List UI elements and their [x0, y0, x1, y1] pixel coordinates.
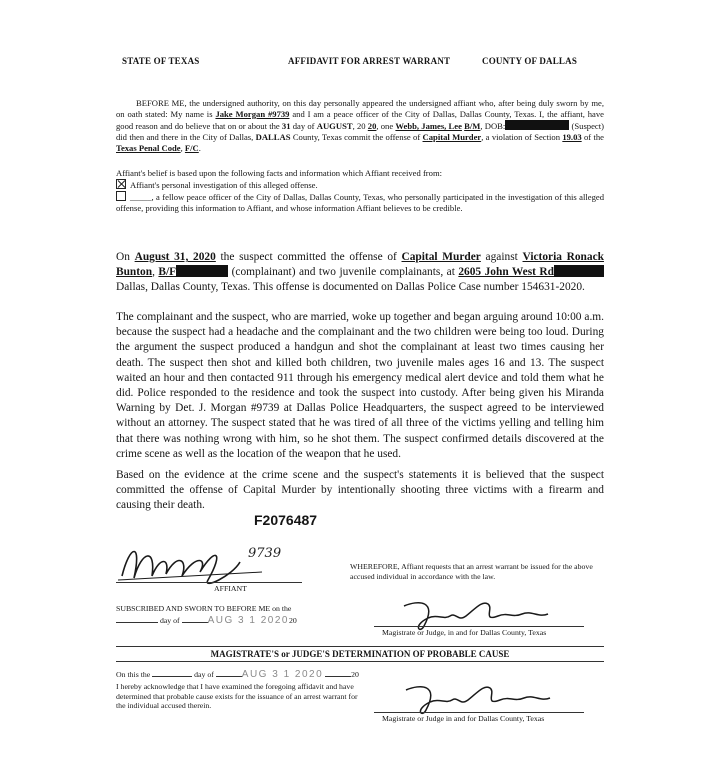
offense-date: August 31, 2020 [134, 251, 216, 263]
affiant-name: Jake Morgan #9739 [215, 109, 290, 119]
magistrate-label-1: Magistrate or Judge, in and for Dallas County, Texas [382, 628, 547, 637]
belief-option-fellow-officer: _____, a fellow peace officer of the City of Dallas, Dallas County, Texas, who personally participated in the investigation of this alleged offense, providing this information to Affiant, and whose information Affiant believes to be credible. [116, 192, 604, 213]
offense-year: 20 [367, 121, 377, 131]
redacted-address [554, 265, 604, 277]
magistrate-line-2 [374, 712, 584, 713]
checkbox-checked-icon[interactable] [116, 179, 126, 189]
affiant-signature [112, 536, 272, 596]
belief-option-personal: Affiant's personal investigation of this alleged offense. [116, 179, 604, 191]
offense-day: 31 [281, 121, 291, 131]
affiant-label: AFFIANT [214, 584, 247, 593]
magistrate-line-1 [374, 626, 584, 627]
case-number-stamp: F2076487 [254, 512, 318, 528]
facts-paragraph-1: On August 31, 2020 the suspect committed the offense of Capital Murder against Victoria Ronack Bunton, B/F (complainant) and two juvenile complainants, at 2605 John West Rd Dallas, Dallas County, Texas. This offense is documented on Dallas Police Case number 154631-2020. [116, 251, 604, 294]
redacted-victim-dob [176, 265, 228, 277]
magistrate-label-2: Magistrate or Judge in and for Dallas County, Texas [382, 714, 545, 723]
header-title: AFFIDAVIT FOR ARREST WARRANT [288, 56, 451, 66]
determination-text: I hereby acknowledge that I have examined the foregoing affidavit and have determined that probable cause exists for the issuance of an arrest warrant for the individual accused therein. [116, 682, 358, 711]
victim-race-sex: B/F [158, 266, 177, 279]
facts-offense: Capital Murder [401, 251, 481, 263]
sworn-date-stamp: AUG 3 1 2020 [207, 615, 289, 626]
header-county: COUNTY OF DALLAS [482, 56, 578, 66]
facts-paragraph-3: Based on the evidence at the crime scene and the suspect's statements it is believed that the suspect committed the offense of Capital Murder by intentionally shooting three victims with a firearm and causing their death. [116, 469, 604, 512]
county-name: DALLAS [255, 132, 291, 142]
victim-name: Victoria Ronack Bunton [116, 251, 604, 279]
offense-name: Capital Murder [422, 132, 482, 142]
facts-paragraph-2: The complainant and the suspect, who are married, woke up together and began arguing around 10:00 a.m. because the suspect had a headache and the complainant and the two children were being too loud. During the argument the suspect produced a handgun and shot the complainant at least two times causing her death. The suspect then shot and killed both children, two juvenile males ages 16 and 13. The suspect waited an hour and then contacted 911 through his emergency medical alert device and told them what he did. Police responded to the residence and took the suspect into custody. After being given his Miranda Warning by Det. J. Morgan #9739 at Dallas Police Headquarters, the suspect agreed to be interviewed without an attorney. The suspect stated that he was tired of all three of the victims yelling and telling him that there was nothing wrong with him, so he shot them. The suspect confirmed details discovered at the crime scene as well as the location of the weapon that he used. [116, 311, 604, 460]
offense-month: AUGUST [316, 121, 353, 131]
affiant-badge-scrawl: 9739 [248, 546, 282, 561]
determination-date-line: On this the day of AUG 3 1 2020 20 [116, 669, 359, 680]
suspect-race-sex: B/M [464, 121, 481, 131]
suspect-name: Webb, James, Lee [395, 121, 462, 131]
belief-block [116, 168, 604, 214]
header-state: STATE OF TEXAS [122, 56, 200, 66]
wherefore-text: WHEREFORE, Affiant requests that an arrest warrant be issued for the above accused individual in accordance with the law. [350, 562, 593, 581]
determination-title: MAGISTRATE'S or JUDGE'S DETERMINATION OF PROBABLE CAUSE [210, 649, 510, 659]
determination-top-rule [116, 646, 604, 647]
checkbox-empty-icon[interactable] [116, 191, 126, 201]
penal-code: Texas Penal Code [116, 143, 181, 153]
sworn-line-2: day of AUG 3 1 202020 [116, 616, 297, 626]
offense-class: F/C [184, 143, 199, 153]
redacted-dob [505, 120, 569, 130]
penal-section: 19.03 [562, 132, 582, 142]
determination-bottom-rule [116, 661, 604, 662]
determination-date-stamp: AUG 3 1 2020 [241, 669, 324, 680]
affiant-signature-line [116, 582, 302, 583]
offense-address: 2605 John West Rd [458, 266, 554, 279]
belief-intro: Affiant's belief is based upon the following facts and information which Affiant received from: [116, 168, 443, 178]
sworn-line-1: SUBSCRIBED AND SWORN TO BEFORE ME on the [116, 604, 292, 613]
intro-paragraph: BEFORE ME, the undersigned authority, on this day personally appeared the undersigned affiant who, after being duly sworn by me, on oath stated: My name is Jake Morgan #9739 and I am a peace officer of the City of Dallas, Dallas County, Texas. I, the affiant, have good reason and do believe that on or about the 31 day of AUGUST, 20 20, one Webb, James, Lee B/M, DOB: (Suspect) did then and there in the City of Dallas, DALLAS County, Texas commit the offense of Capital Murder, a violation of Section 19.03 of the Texas Penal Code, F/C. [116, 98, 604, 153]
